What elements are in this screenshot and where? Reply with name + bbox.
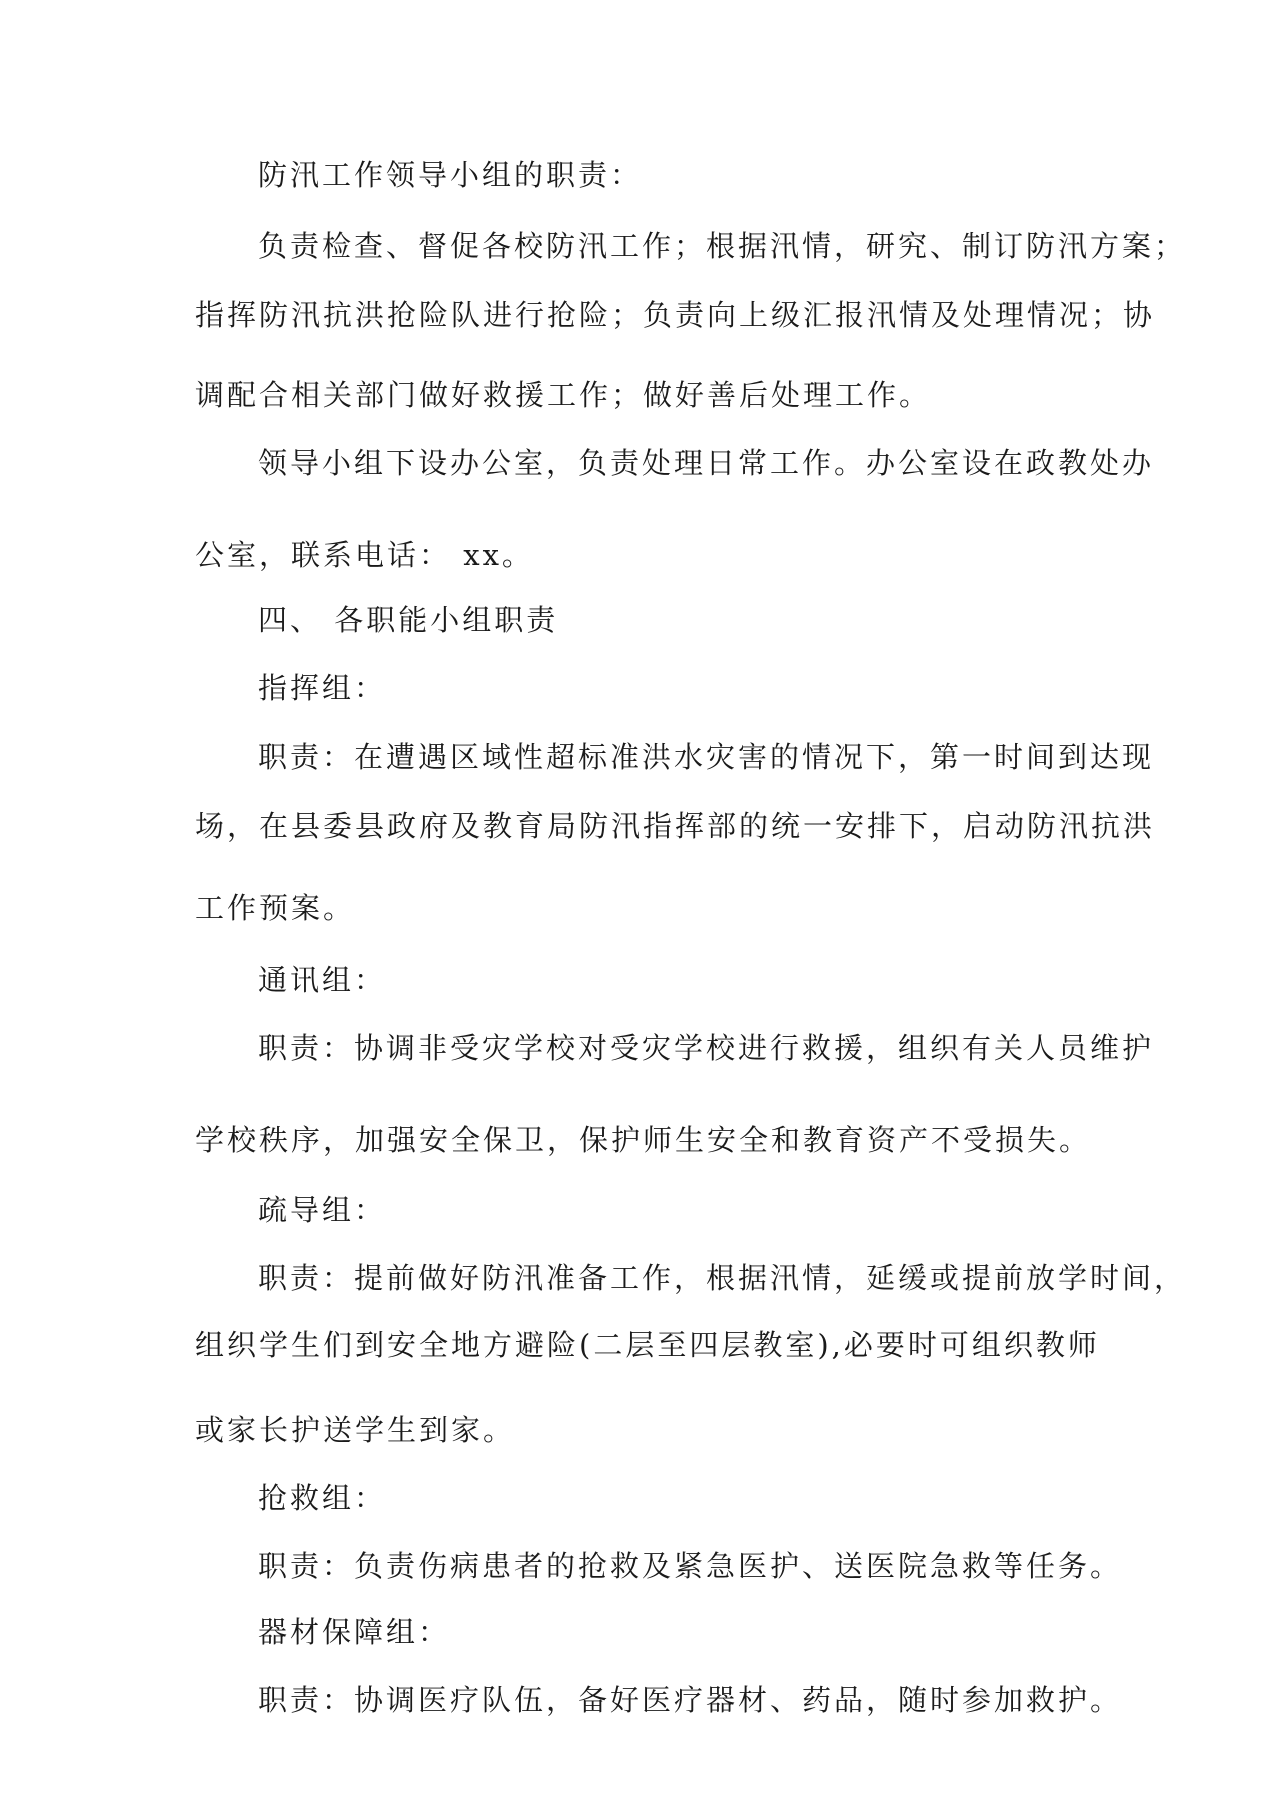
paragraph-line: 领导小组下设办公室，负责处理日常工作。办公室设在政教处办 [258,446,1155,480]
paragraph-line: 职责：在遭遇区域性超标准洪水灾害的情况下，第一时间到达现 [258,740,1155,774]
paragraph-line: 负责检查、督促各校防汛工作；根据汛情，研究、制订防汛方案； [258,229,1187,263]
paragraph-line: 公室，联系电话： xx。 [195,538,534,572]
paragraph-line: 职责：协调医疗队伍，备好医疗器材、药品，随时参加救护。 [258,1683,1123,1717]
paragraph-line: 学校秩序，加强安全保卫，保护师生安全和教育资产不受损失。 [195,1123,1092,1157]
group-heading-equipment: 器材保障组： [258,1615,451,1649]
paragraph-line: 指挥防汛抗洪抢险队进行抢险；负责向上级汇报汛情及处理情况；协 [195,298,1156,332]
paragraph-line: 工作预案。 [195,891,356,925]
group-heading-communication: 通讯组： [258,963,387,997]
group-heading-guidance: 疏导组： [258,1193,387,1227]
heading-leader-duties: 防汛工作领导小组的职责： [258,158,643,192]
paragraph-line: 调配合相关部门做好救援工作；做好善后处理工作。 [195,378,932,412]
paragraph-line: 或家长护送学生到家。 [195,1413,516,1447]
group-heading-command: 指挥组： [258,671,387,705]
paragraph-line: 职责：协调非受灾学校对受灾学校进行救援，组织有关人员维护 [258,1031,1155,1065]
paragraph-line: 职责：负责伤病患者的抢救及紧急医护、送医院急救等任务。 [258,1549,1123,1583]
paragraph-line: 职责：提前做好防汛准备工作，根据汛情，延缓或提前放学时间， [258,1261,1187,1295]
section-heading: 四、 各职能小组职责 [258,603,559,637]
paragraph-line: 场，在县委县政府及教育局防汛指挥部的统一安排下，启动防汛抗洪 [195,809,1156,843]
paragraph-line: 组织学生们到安全地方避险(二层至四层教室),必要时可组织教师 [195,1328,1100,1362]
group-heading-rescue: 抢救组： [258,1481,387,1515]
